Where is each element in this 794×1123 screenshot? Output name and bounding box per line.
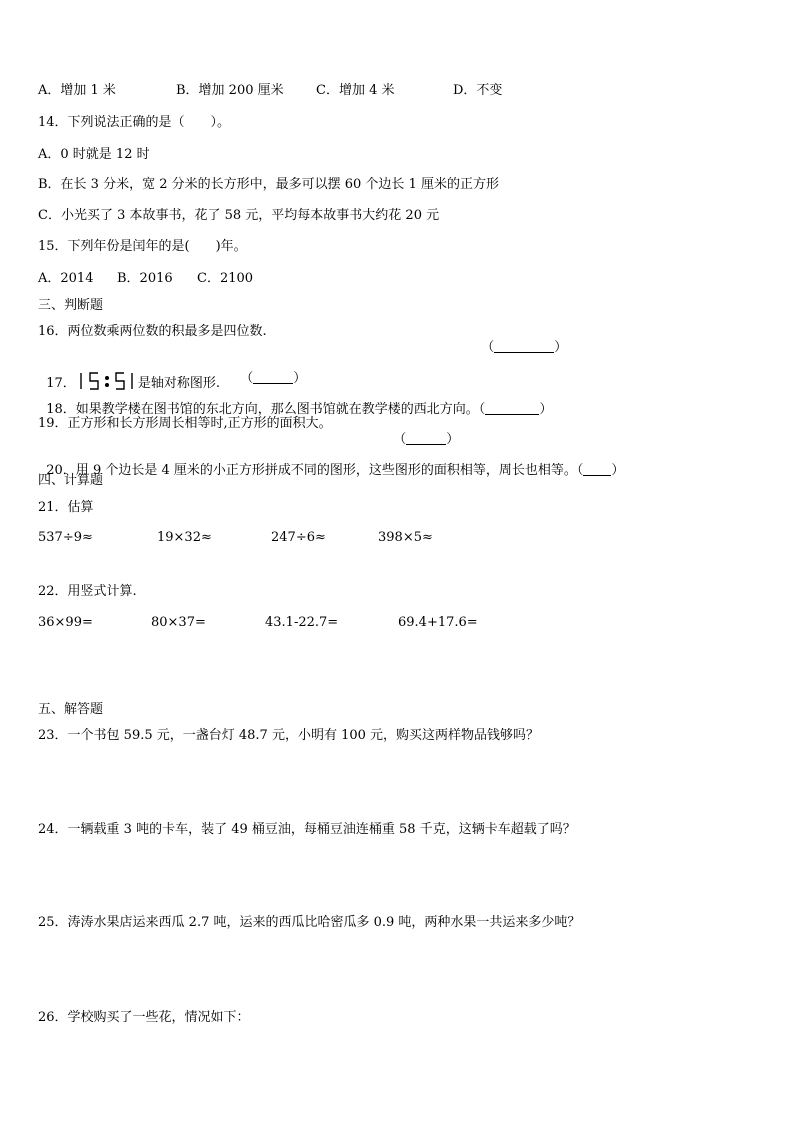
section-heading-judgement: 三、判断题 [38, 298, 104, 313]
q19-answer-blank[interactable] [385, 416, 459, 448]
paren-close: ） [611, 463, 625, 478]
section-heading-word-problems: 五、解答题 [38, 702, 104, 717]
q21-item: 537÷9≈ [38, 530, 93, 545]
q15-stem: 15．下列年份是闰年的是( )年。 [38, 239, 247, 254]
q15-option-b: B．2016 [117, 271, 173, 286]
q22-title: 22．用竖式计算. [38, 584, 137, 599]
q18-answer-blank[interactable] [485, 402, 539, 415]
q21-item: 247÷6≈ [271, 530, 326, 545]
q13-option-d: D．不变 [453, 83, 503, 98]
paren-open: （ [481, 340, 495, 355]
q15-option-c: C．2100 [197, 271, 254, 286]
q20-text: 20．用 9 个边长是 4 厘米的小正方形拼成不同的图形，这些图形的面积相等，周长也相等。（ [46, 463, 584, 478]
q18-text: 18．如果教学楼在图书馆的东北方向，那么图书馆就在教学楼的西北方向。（ [46, 402, 486, 417]
q17-answer-blank[interactable] [232, 355, 306, 387]
paren-close: ） [293, 371, 307, 386]
paren-open: （ [393, 432, 407, 447]
q15-option-a: A．2014 [38, 271, 94, 286]
q13-option-c: C．增加 4 米 [316, 83, 395, 98]
q18-line [38, 386, 552, 418]
blank-line [406, 432, 446, 445]
q16-text: 16．两位数乘两位数的积最多是四位数. [38, 324, 267, 339]
q20-answer-blank[interactable] [583, 463, 611, 476]
q17-number: 17． [46, 376, 76, 391]
q21-title: 21．估算 [38, 500, 94, 515]
q25-text: 25．涛涛水果店运来西瓜 2.7 吨，运来的西瓜比哈密瓜多 0.9 吨，两种水果一共运来多少吨？ [38, 915, 581, 930]
q13-option-a: A．增加 1 米 [38, 83, 116, 98]
paren-close: ） [446, 432, 460, 447]
paren-close: ） [539, 402, 553, 417]
q22-item: 43.1-22.7= [265, 615, 339, 630]
q16-answer-blank[interactable] [473, 324, 567, 356]
paren-close: ） [554, 340, 568, 355]
q22-item: 80×37= [151, 615, 206, 630]
q21-item: 398×5≈ [378, 530, 433, 545]
q19-text: 19．正方形和长方形周长相等时,正方形的面积大。 [38, 416, 332, 431]
q23-text: 23．一个书包 59.5 元，一盏台灯 48.7 元，小明有 100 元，购买这两样物品钱够吗？ [38, 728, 540, 743]
paren-open: （ [240, 371, 254, 386]
q13-option-b: B．增加 200 厘米 [176, 83, 284, 98]
blank-line [253, 371, 293, 384]
section-heading-calculation: 四、计算题 [38, 473, 104, 488]
q26-text: 26．学校购买了一些花，情况如下： [38, 1010, 250, 1025]
q14-option-a: A．0 时就是 12 时 [38, 147, 150, 162]
q21-item: 19×32≈ [157, 530, 212, 545]
blank-line [494, 340, 554, 353]
q22-item: 69.4+17.6= [398, 615, 478, 630]
q20-line [38, 447, 624, 479]
q24-text: 24．一辆载重 3 吨的卡车，装了 49 桶豆油，每桶豆油连桶重 58 千克，这辆卡车超载了吗？ [38, 822, 576, 837]
q14-stem: 14．下列说法正确的是（ ）。 [38, 115, 231, 130]
q22-item: 36×99= [38, 615, 93, 630]
q17-text: 是轴对称图形. [137, 376, 220, 391]
q14-option-b: B．在长 3 分米，宽 2 分米的长方形中，最多可以摆 60 个边长 1 厘米的正方形 [38, 177, 499, 192]
q14-option-c: C．小光买了 3 本故事书，花了 58 元，平均每本故事书大约花 20 元 [38, 208, 440, 223]
